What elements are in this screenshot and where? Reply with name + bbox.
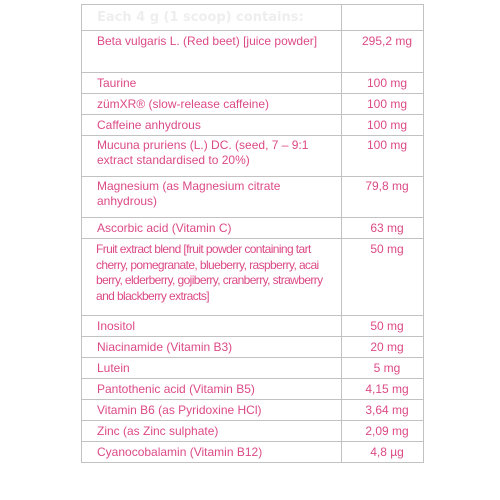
table-row — [82, 379, 424, 400]
ingredient-name: zümXR® (slow-release caffeine) — [82, 94, 342, 115]
table-row — [82, 442, 424, 463]
ingredient-amount: 100 mg — [342, 136, 424, 177]
ingredient-name: Pantothenic acid (Vitamin B5) — [82, 379, 342, 400]
ingredient-amount: 2,09 mg — [342, 421, 424, 442]
table-row — [82, 136, 424, 177]
ingredient-name: Niacinamide (Vitamin B3) — [82, 337, 342, 358]
ingredient-name: Beta vulgaris L. (Red beet) [juice powder] — [82, 31, 342, 73]
ingredient-name: Magnesium (as Magnesium citrate anhydrous) — [82, 177, 342, 218]
table-row — [82, 239, 424, 316]
ingredient-name: Zinc (as Zinc sulphate) — [82, 421, 342, 442]
ingredient-name: Fruit extract blend [fruit powder containing tart cherry, pomegranate, blueberry, raspberry, acai berry, elderberry, gojiberry, cranberry, strawberry and blackberry extracts] — [82, 239, 342, 316]
table-row — [82, 337, 424, 358]
ingredient-amount: 20 mg — [342, 337, 424, 358]
table-header-row — [82, 5, 424, 31]
ingredient-name: Taurine — [82, 73, 342, 94]
ingredient-name: Cyanocobalamin (Vitamin B12) — [82, 442, 342, 463]
ingredient-amount: 100 mg — [342, 73, 424, 94]
table-row — [82, 400, 424, 421]
ingredient-name: Ascorbic acid (Vitamin C) — [82, 218, 342, 239]
ingredient-amount: 295,2 mg — [342, 31, 424, 73]
table-row — [82, 177, 424, 218]
table-row — [82, 115, 424, 136]
ingredient-name: Lutein — [82, 358, 342, 379]
ingredient-name: Inositol — [82, 316, 342, 337]
ingredient-name: Mucuna pruriens (L.) DC. (seed, 7 – 9:1 extract standardised to 20%) — [82, 136, 342, 177]
table-row — [82, 316, 424, 337]
ingredient-name: Caffeine anhydrous — [82, 115, 342, 136]
table-row — [82, 218, 424, 239]
table-header-empty-cell — [342, 5, 424, 31]
table-row — [82, 94, 424, 115]
ingredient-amount: 100 mg — [342, 115, 424, 136]
ingredient-amount: 5 mg — [342, 358, 424, 379]
ingredient-amount: 3,64 mg — [342, 400, 424, 421]
ingredient-amount: 63 mg — [342, 218, 424, 239]
table-header-title: Each 4 g (1 scoop) contains: — [82, 5, 342, 31]
ingredient-amount: 79,8 mg — [342, 177, 424, 218]
ingredient-amount: 50 mg — [342, 316, 424, 337]
ingredient-amount: 4,8 µg — [342, 442, 424, 463]
table-row — [82, 358, 424, 379]
ingredient-amount: 100 mg — [342, 94, 424, 115]
nutrition-table — [81, 4, 424, 463]
ingredient-amount: 50 mg — [342, 239, 424, 316]
ingredient-amount: 4,15 mg — [342, 379, 424, 400]
ingredient-name: Vitamin B6 (as Pyridoxine HCl) — [82, 400, 342, 421]
table-row — [82, 31, 424, 73]
table-row — [82, 421, 424, 442]
table-row — [82, 73, 424, 94]
